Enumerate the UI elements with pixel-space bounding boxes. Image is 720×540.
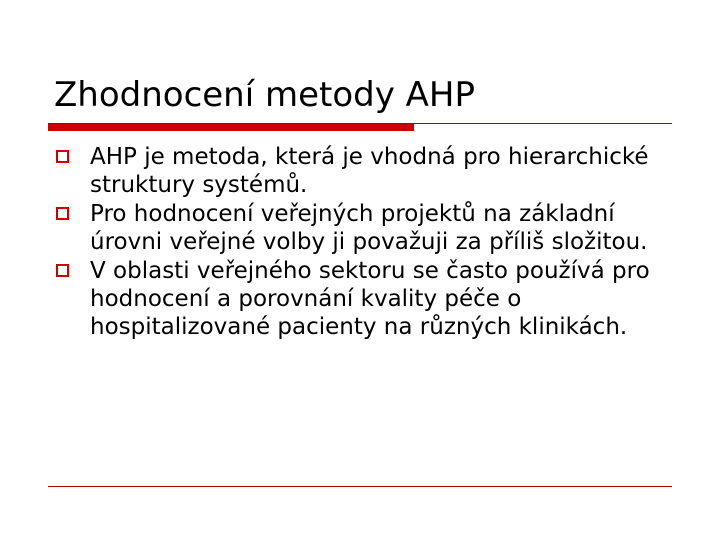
- bullet-list: [54, 143, 674, 342]
- bullet-item: [54, 257, 674, 341]
- hollow-square-bullet-icon: [56, 150, 69, 163]
- bullet-text: Pro hodnocení veřejných projektů na základní úrovni veřejné volby ji považuji za příliš složitou.: [90, 201, 648, 255]
- hollow-square-bullet-icon: [56, 207, 69, 220]
- bullet-item: [54, 143, 674, 199]
- footer-rule: [48, 486, 672, 487]
- bullet-text: AHP je metoda, která je vhodná pro hierarchické struktury systémů.: [90, 144, 649, 198]
- bullet-text: V oblasti veřejného sektoru se často používá pro hodnocení a porovnání kvality péče o hospitalizované pacienty na různých klinikách.: [90, 258, 650, 340]
- hollow-square-bullet-icon: [56, 264, 69, 277]
- title-underline-accent-bar: [48, 124, 414, 131]
- slide-title: Zhodnocení metody AHP: [54, 75, 475, 115]
- bullet-item: [54, 200, 674, 256]
